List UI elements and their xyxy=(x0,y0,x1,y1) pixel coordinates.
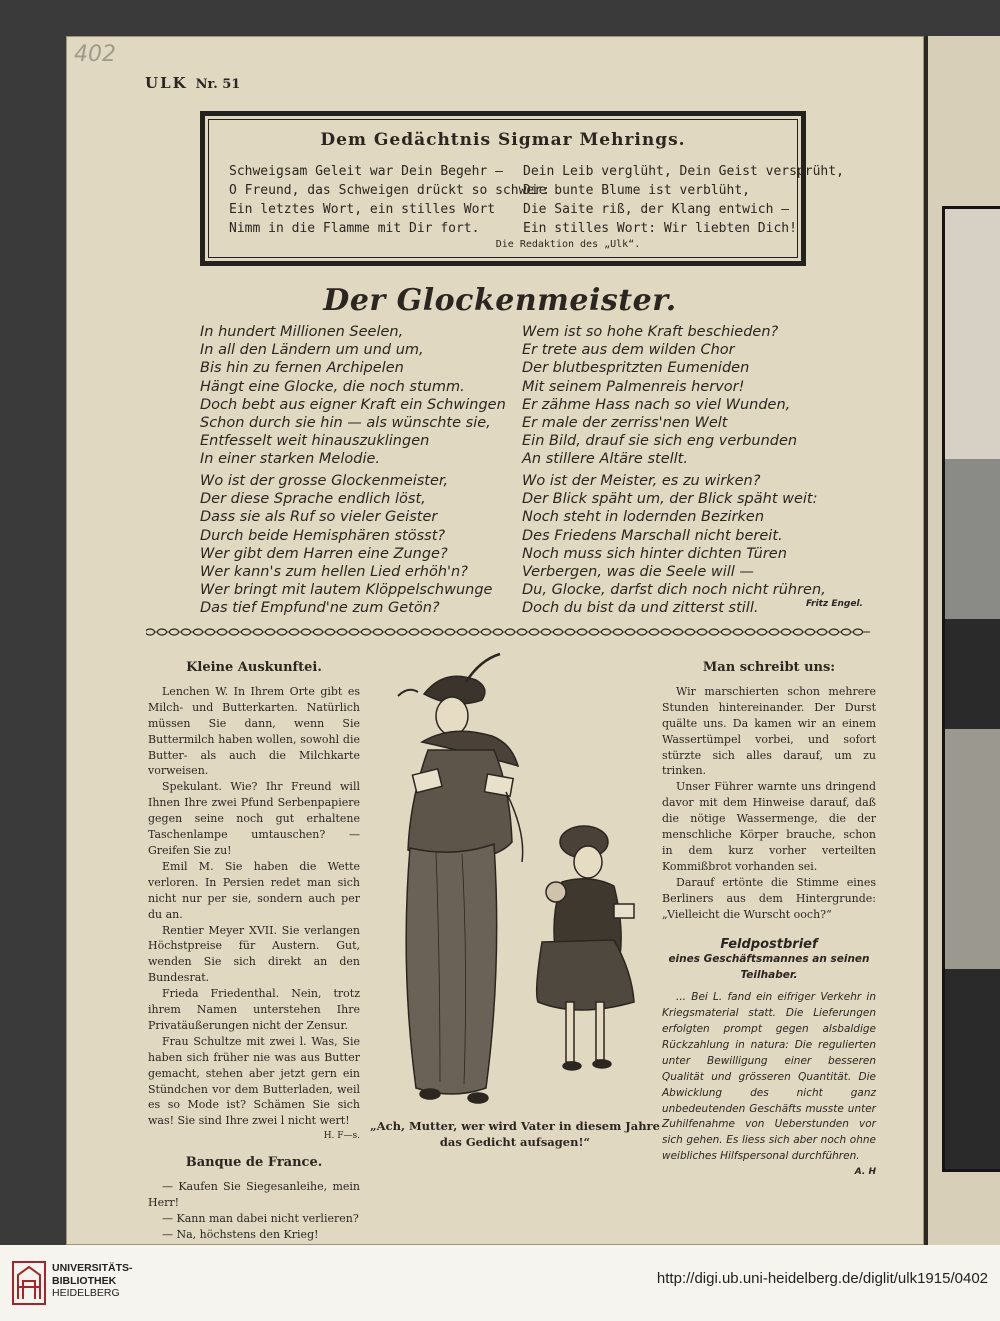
man-schreibt-paragraph: Unser Führer warnte uns dringend davor mit dem Hinweise darauf, daß die nötige Wassermenge, die der menschliche Körper brauche, schon in dem kurz vorher verteilten Kommißbrot vorhanden sei. xyxy=(662,780,876,873)
poem-author: Fritz Engel. xyxy=(806,599,863,609)
feldpostbrief-body: ... Bei L. fand ein eifriger Verkehr in Kriegsmaterial statt. Die Lieferungen erfolgten prompt gegen alsbaldige Rückzahlung in natura: Die regulierten unter Bewilligung einer besseren Qualität und grösseren Quantität. Die Abwicklung des nicht ganz unbedeutenden Geschäfts musste unter Zuhilfenahme von Ueberstunden vor sich gehen. Es liess sich aber noch ohne weibliches Hilfspersonal durchführen. xyxy=(662,991,876,1163)
memorial-left-verse: Schweigsam Geleit war Dein Begehr — O Freund, das Schweigen drückt so schwer: Ein letztes Wort, ein stilles Wort Nimm in die Flamme mit Dir fort. xyxy=(229,164,550,236)
poem-stanza-1-right: Wem ist so hohe Kraft beschieden? Er trete aus dem wilden Chor Der blutbespritzten Eumeniden Mit seinem Palmenreis hervor! Er zähme Hass nach so viel Wunden, Er male der zerriss'nen Welt Ein Bild, drauf sie sich eng verbunden An stillere Altäre stellt. xyxy=(522,324,798,468)
library-logo-icon xyxy=(12,1261,46,1305)
poem-stanza-1-left: In hundert Millionen Seelen, In all den Ländern um und um, Bis hin zu fernen Archipelen Hängt eine Glocke, die noch stumm. Doch bebt aus eigner Kraft ein Schwingen Schon durch sie hin — als wünschte sie, Entfesselt weit hinauszuklingen In einer starken Melodie. xyxy=(200,324,506,468)
feldpostbrief-title: Feldpostbrief xyxy=(720,936,818,952)
mother-and-child-illustration xyxy=(366,642,658,1118)
man-schreibt-paragraph: Darauf ertönte die Stimme eines Berliners aus dem Hintergrunde: „Vielleicht die Wurscht ooch?“ xyxy=(662,875,876,921)
man-schreibt-paragraph: Wir marschierten schon mehrere Stunden hintereinander. Der Durst quälte uns. Da kamen wir an einem Wassertümpel vorbei, und sofort stürzte sich alles darauf, um zu trinken. xyxy=(662,684,876,778)
masthead-title: ULK xyxy=(145,74,188,92)
mother-figure xyxy=(398,654,523,1103)
memorial-right-verse: Dein Leib verglüht, Dein Geist versprüht, Die bunte Blume ist verblüht, Die Saite riß, der Klang entwich — Ein stilles Wort: Wir liebten Dich! xyxy=(523,164,844,236)
poem-stanza-2-left: Wo ist der grosse Glockenmeister, Der diese Sprache endlich löst, Dass sie als Ruf so vieler Geister Durch beide Hemisphären stösst? Wer gibt dem Harren eine Zunge? Wer kann's zum hellen Lied erhöh'n? Wer bringt mit lautem Klöppelschwunge Das tief Empfund'ne zum Getön? xyxy=(200,473,493,617)
poem-title: Der Glockenmeister. xyxy=(323,283,677,318)
masthead xyxy=(145,74,240,92)
banque-title: Banque de France. xyxy=(185,1155,323,1171)
auskunftei-column xyxy=(148,660,360,1243)
feldpostbrief-signature: A. H xyxy=(854,1167,876,1178)
ornamental-divider xyxy=(146,627,870,637)
banque-line: — Kann man dabei nicht verlieren? xyxy=(162,1211,359,1225)
memorial-title: Dem Gedächtnis Sigmar Mehrings. xyxy=(320,130,686,150)
banque-line: — Na, höchstens den Krieg! xyxy=(162,1227,319,1241)
illustration-caption: „Ach, Mutter, wer wird Vater in diesem Jahre das Gedicht aufsagen!“ xyxy=(370,1119,660,1149)
library-name: UNIVERSITÄTS- BIBLIOTHEK HEIDELBERG xyxy=(52,1262,133,1299)
facing-page-edge xyxy=(928,36,1000,1245)
auskunftei-title: Kleine Auskunftei. xyxy=(186,660,322,675)
auskunftei-entry: Emil M. Sie haben die Wette verloren. In Persien redet man sich nicht nur per sie, sondern auch per du an. xyxy=(148,859,360,921)
auskunftei-signature: H. F—s. xyxy=(323,1131,360,1142)
auskunftei-entry: Frieda Friedenthal. Nein, trotz ihrem Namen unterstehen Ihre Privatäußerungen nicht der Zensur. xyxy=(148,987,360,1032)
right-column xyxy=(662,660,876,1181)
auskunftei-entry: Rentier Meyer XVII. Sie verlangen Höchstpreise für Austern. Gut, wenden Sie sich direkt an den Bundesrat. xyxy=(148,923,360,985)
memorial-signature: Die Redaktion des „Ulk“. xyxy=(495,239,641,250)
facing-page-photo xyxy=(942,206,1000,1172)
auskunftei-entry: Frau Schultze mit zwei l. Was, Sie haben sich früher nie was aus Butter gemacht, stehen aber jetzt gern ein Stündchen vor dem Butterladen, weil es so Mode ist? Schämen Sie sich was! Sie sind Ihre zwei l nicht wert! xyxy=(148,1034,360,1128)
issue-number: Nr. 51 xyxy=(195,77,241,92)
source-url-link[interactable]: http://digi.ub.uni-heidelberg.de/diglit/ulk1915/0402 xyxy=(656,1270,988,1287)
auskunftei-entry: Spekulant. Wie? Ihr Freund will Ihnen Ihre zwei Pfund Serbenpapiere gegen seine noch gut erhaltene Taschenlampe umtauschen? — Greifen Sie zu! xyxy=(148,780,360,857)
child-figure xyxy=(537,826,634,1070)
banque-line: — Kaufen Sie Siegesanleihe, mein Herr! xyxy=(148,1180,360,1209)
auskunftei-entry: Lenchen W. In Ihrem Orte gibt es Milch- und Butterkarten. Natürlich müssen Sie dann, wenn Sie Buttermilch haben wollen, sowohl die Butter- als auch die Milchkarte vorweisen. xyxy=(148,684,360,778)
memorial-box xyxy=(200,111,844,266)
feldpostbrief-subtitle: eines Geschäftsmannes an seinen Teilhaber. xyxy=(668,953,870,982)
handwritten-page-number: 402 xyxy=(74,42,116,67)
man-schreibt-title: Man schreibt uns: xyxy=(702,660,836,675)
poem-stanza-2-right: Wo ist der Meister, es zu wirken? Der Blick späht um, der Blick späht weit: Noch steht in lodernden Bezirken Des Friedens Marschall nicht bereit. Noch muss sich hinter dichten Türen Verbergen, was die Seele will — Du, Glocke, darfst dich noch nicht rühren, Doch du bist da und zitterst still. xyxy=(522,473,826,617)
